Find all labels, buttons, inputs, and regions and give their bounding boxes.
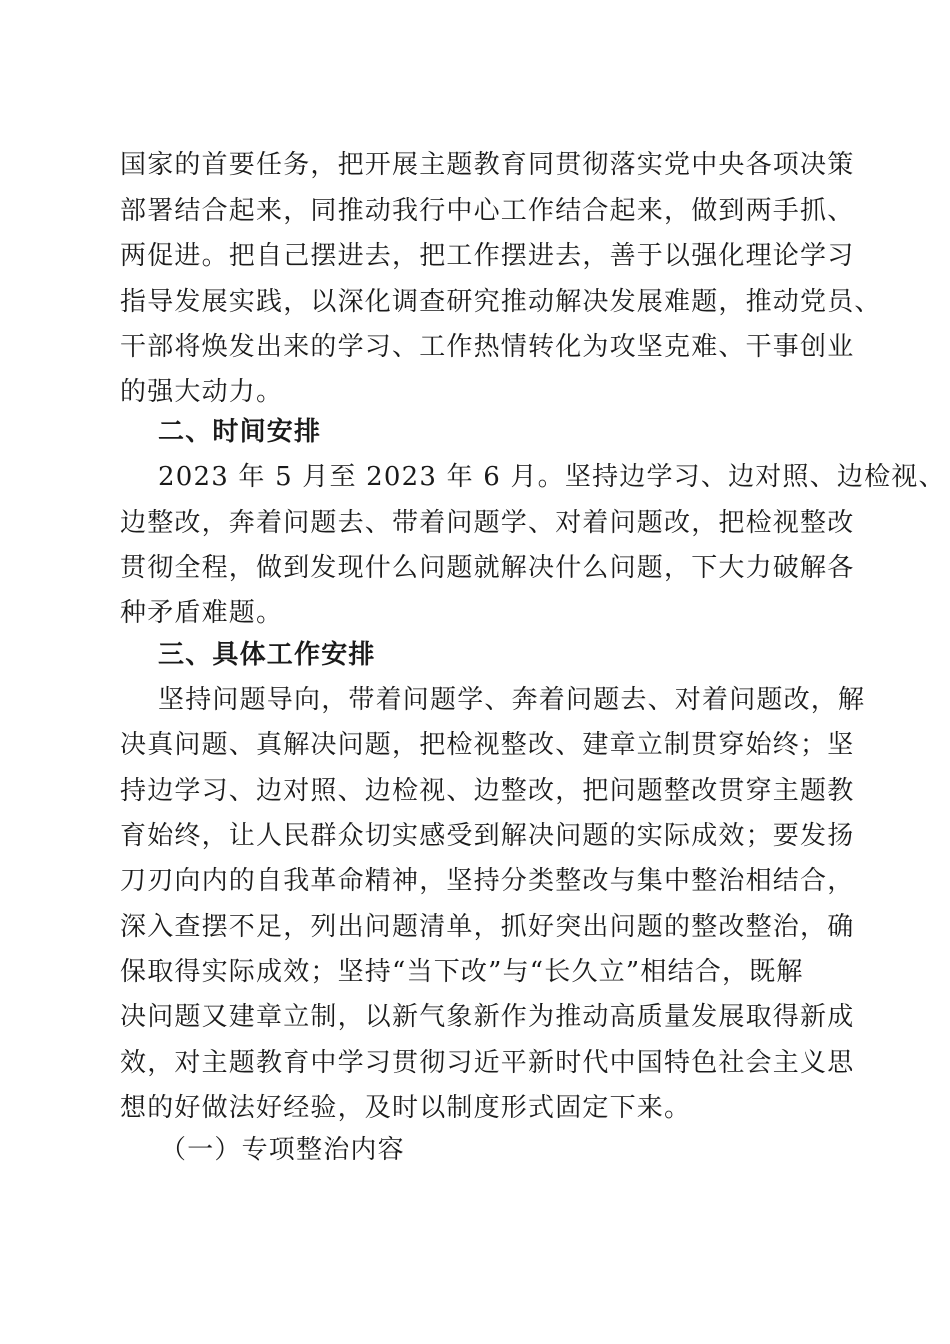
paragraph-line: 决真问题、真解决问题，把检视整改、建章立制贯穿始终；坚 xyxy=(120,730,855,760)
paragraph-line: 决问题又建章立制，以新气象新作为推动高质量发展取得新成 xyxy=(120,1002,855,1032)
paragraph-line: 边整改，奔着问题去、带着问题学、对着问题改，把检视整改 xyxy=(120,508,855,538)
paragraph-line: 刀刃向内的自我革命精神，坚持分类整改与集中整治相结合， xyxy=(120,866,855,896)
paragraph-line: 干部将焕发出来的学习、工作热情转化为攻坚克难、干事创业 xyxy=(120,332,855,362)
subsection-heading: （一）专项整治内容 xyxy=(160,1135,405,1165)
paragraph-line: 深入查摆不足，列出问题清单，抓好突出问题的整改整治，确 xyxy=(120,912,855,942)
paragraph-line: 部署结合起来，同推动我行中心工作结合起来，做到两手抓、 xyxy=(120,196,855,226)
paragraph-line: 持边学习、边对照、边检视、边整改，把问题整改贯穿主题教 xyxy=(120,776,855,806)
paragraph-line: 保取得实际成效；坚持“当下改”与“长久立”相结合，既解 xyxy=(120,957,804,987)
paragraph-line: 想的好做法好经验，及时以制度形式固定下来。 xyxy=(120,1093,692,1123)
paragraph-line: 的强大动力。 xyxy=(120,377,284,407)
paragraph-line: 效，对主题教育中学习贯彻习近平新时代中国特色社会主义思 xyxy=(120,1048,855,1078)
paragraph-line: 2023 年 5 月至 2023 年 6 月。坚持边学习、边对照、边检视、 xyxy=(158,462,946,492)
paragraph-line: 贯彻全程，做到发现什么问题就解决什么问题，下大力破解各 xyxy=(120,553,855,583)
paragraph-line: 国家的首要任务，把开展主题教育同贯彻落实党中央各项决策 xyxy=(120,150,855,180)
paragraph-line: 指导发展实践，以深化调查研究推动解决发展难题，推动党员、 xyxy=(120,287,882,317)
section-heading: 二、时间安排 xyxy=(158,417,322,447)
paragraph-line: 种矛盾难题。 xyxy=(120,598,284,628)
section-heading: 三、具体工作安排 xyxy=(158,640,376,670)
paragraph-line: 两促进。把自己摆进去，把工作摆进去，善于以强化理论学习 xyxy=(120,241,855,271)
paragraph-line: 育始终，让人民群众切实感受到解决问题的实际成效；要发扬 xyxy=(120,821,855,851)
paragraph-line: 坚持问题导向，带着问题学、奔着问题去、对着问题改，解 xyxy=(158,685,866,715)
